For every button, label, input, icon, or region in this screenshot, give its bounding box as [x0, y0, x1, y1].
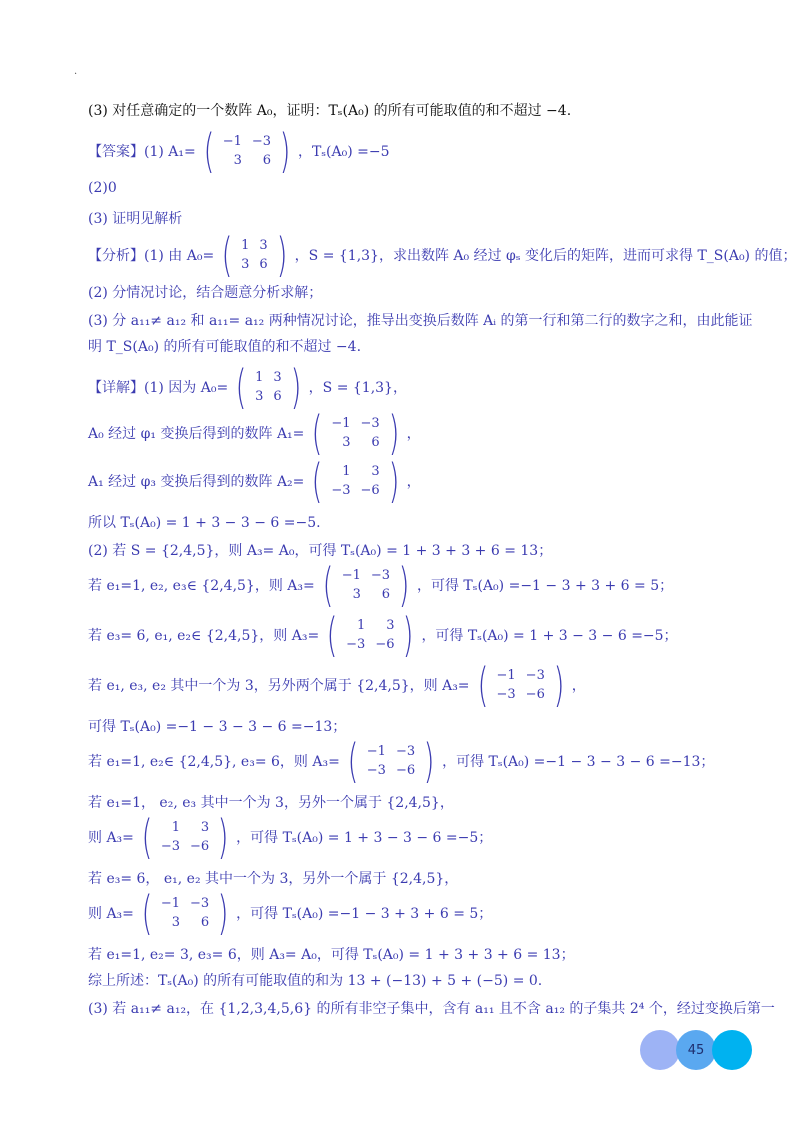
case6b-prefix: 则 A₃= [88, 906, 134, 922]
answer-suffix: ，Tₛ(A₀) =−5 [297, 144, 390, 160]
matrix-left-paren: ( [221, 228, 233, 282]
matrix-grid [250, 368, 287, 406]
case2-prefix: 若 e₃= 6, e₁, e₂∈ {2,4,5}，则 A₃= [88, 628, 320, 644]
matrix-right-paren: ) [290, 360, 302, 414]
a0-suffix: ， [406, 426, 421, 442]
case2-line [88, 608, 678, 662]
case1-line [88, 558, 674, 612]
matrix-right-paren: ) [553, 658, 565, 712]
matrix-right-paren: ) [217, 810, 229, 864]
matrix-left-paren: ( [347, 734, 359, 788]
matrix-cell: 6 [371, 435, 380, 450]
matrix-row [218, 151, 276, 170]
badge-circle-1 [640, 1030, 680, 1070]
analysis-suffix: ，S = {1,3}，求出数阵 A₀ 经过 φₛ 变化后的矩阵，进而可求得 T_S(A₀) 的值； [294, 248, 797, 264]
case6-line: 若 e₃= 6， e₁, e₂ 其中一个为 3，另外一个属于 {2,4,5}， [88, 871, 459, 887]
case5-line: 若 e₁=1， e₂, e₃ 其中一个为 3，另外一个属于 {2,4,5}， [88, 795, 454, 811]
matrix-right-paren: ) [388, 454, 400, 508]
matrix-row [326, 433, 384, 452]
matrix-cell: 6 [259, 257, 268, 272]
matrix-case6 [138, 886, 232, 940]
badge-circle-3 [712, 1030, 752, 1070]
matrix-cell: 1 [342, 464, 351, 479]
matrix-cell: −6 [375, 637, 395, 652]
case5b-line [88, 810, 493, 864]
matrix-cell: 3 [342, 435, 351, 450]
matrix-row [236, 236, 273, 255]
matrix-cell: −1 [331, 416, 351, 431]
summary-line: 综上所述：Tₛ(A₀) 的所有可能取值的和为 13 + (−13) + 5 + (−5) = 0. [88, 973, 543, 989]
matrix-cell: −3 [190, 896, 210, 911]
matrix-cell: 3 [386, 618, 395, 633]
matrix-cell: 3 [255, 389, 264, 404]
matrix-cell: −3 [160, 839, 181, 854]
matrix-cell: 1 [171, 820, 181, 835]
matrix-grid [492, 666, 550, 704]
matrix-row [236, 255, 273, 274]
matrix-a1 [308, 406, 402, 460]
matrix-cell: 6 [381, 587, 391, 602]
matrix-row [326, 481, 384, 500]
matrix-cell: 1 [241, 238, 250, 253]
case5b-prefix: 则 A₃= [88, 830, 134, 846]
case2-suffix: ，可得 Tₛ(A₀) = 1 + 3 − 3 − 6 =−5； [421, 628, 678, 644]
matrix-cell: −6 [525, 687, 545, 702]
matrix-row [337, 566, 395, 585]
matrix-cell: −3 [370, 568, 391, 583]
matrix-cell: −3 [496, 687, 516, 702]
analysis-line [88, 228, 797, 282]
matrix-grid [337, 566, 395, 604]
matrix-cell: −1 [222, 134, 242, 149]
case3-suffix: ， [571, 678, 586, 694]
matrix-cell: 3 [171, 915, 181, 930]
matrix-grid [236, 236, 273, 274]
matrix-row [492, 666, 550, 685]
matrix-right-paren: ) [423, 734, 435, 788]
answer-prefix: 【答案】(1) A₁= [88, 144, 196, 160]
case1-suffix: ，可得 Tₛ(A₀) =−1 − 3 + 3 + 6 = 5； [416, 578, 674, 594]
case4-suffix: ，可得 Tₛ(A₀) =−1 − 3 − 3 − 6 =−13； [442, 754, 715, 770]
part3-line: (3) 若 a₁₁≠ a₁₂，在 {1,2,3,4,5,6} 的所有非空子集中，含有 a₁₁ 且不含 a₁₂ 的子集共 2⁴ 个，经过变换后第一 [88, 1001, 775, 1017]
matrix-cell: 1 [357, 618, 366, 633]
matrix-grid [326, 462, 384, 500]
question-3: (3) 对任意确定的一个数阵 A₀，证明：Tₛ(A₀) 的所有可能取值的和不超过 −4. [88, 103, 572, 119]
a1-prefix: A₁ 经过 φ₃ 变换后得到的数阵 A₂= [88, 474, 305, 490]
detail-suffix: ，S = {1,3}， [308, 380, 407, 396]
matrix-right-paren: ) [217, 886, 229, 940]
matrix-left-paren: ( [141, 810, 153, 864]
analysis-2: (2) 分情况讨论，结合题意分析求解； [88, 285, 323, 301]
a1-suffix: ， [406, 474, 421, 490]
matrix-case4 [344, 734, 438, 788]
matrix-row [250, 387, 287, 406]
matrix-grid [156, 818, 214, 856]
matrix-cell: 1 [255, 370, 264, 385]
so-line: 所以 Tₛ(A₀) = 1 + 3 − 3 − 6 =−5. [88, 515, 321, 531]
matrix-cell: 3 [371, 464, 380, 479]
matrix-grid [156, 894, 214, 932]
matrix-case2 [323, 608, 417, 662]
case6b-line [88, 886, 493, 940]
matrix-cell: 3 [241, 257, 250, 272]
matrix-analysis [218, 228, 290, 282]
matrix-cell: 3 [233, 153, 242, 168]
matrix-cell: −1 [496, 668, 516, 683]
matrix-left-paren: ( [326, 608, 338, 662]
matrix-right-paren: ) [279, 124, 291, 178]
matrix-detail [232, 360, 304, 414]
top-mark: . [74, 66, 78, 77]
case5b-suffix: ，可得 Tₛ(A₀) = 1 + 3 − 3 − 6 =−5； [236, 830, 493, 846]
matrix-cell: −1 [160, 896, 181, 911]
matrix-cell: −3 [346, 637, 366, 652]
matrix-row [341, 616, 399, 635]
matrix-row [218, 132, 276, 151]
matrix-cell: −3 [525, 668, 545, 683]
matrix-case1 [319, 558, 413, 612]
matrix-grid [362, 742, 420, 780]
matrix-left-paren: ( [311, 406, 323, 460]
matrix-left-paren: ( [477, 658, 488, 712]
matrix-cell: −3 [360, 416, 380, 431]
matrix-right-paren: ) [388, 406, 400, 460]
matrix-row [341, 635, 399, 654]
detail-line [88, 360, 407, 414]
detail-prefix: 【详解】(1) 因为 A₀= [88, 380, 229, 396]
page-number: 45 [676, 1030, 716, 1070]
matrix-cell: 6 [200, 915, 210, 930]
matrix-cell: −3 [366, 763, 386, 778]
page-number-badge [640, 1030, 752, 1070]
matrix-cell: 3 [259, 238, 268, 253]
matrix-cell: 6 [273, 389, 282, 404]
case3-prefix: 若 e₁, e₃, e₂ 其中一个为 3，另外两个属于 {2,4,5}，则 A₃= [88, 678, 470, 694]
part2-line: (2) 若 S = {2,4,5}，则 A₃= A₀，可得 Tₛ(A₀) = 1 + 3 + 3 + 6 = 13； [88, 543, 553, 559]
matrix-row [156, 837, 214, 856]
matrix-row [326, 414, 384, 433]
a0-prefix: A₀ 经过 φ₁ 变换后得到的数阵 A₁= [88, 426, 305, 442]
case1-prefix: 若 e₁=1, e₂, e₃∈ {2,4,5}，则 A₃= [88, 578, 315, 594]
matrix-cell: −6 [190, 839, 210, 854]
matrix-cell: −6 [360, 483, 380, 498]
matrix-cell: −3 [251, 134, 272, 149]
case4-prefix: 若 e₁=1, e₂∈ {2,4,5}, e₃= 6，则 A₃= [88, 754, 340, 770]
analysis-3a: (3) 分 a₁₁≠ a₁₂ 和 a₁₁= a₁₂ 两种情况讨论，推导出变换后数阵 Aᵢ 的第一行和第二行的数字之和，由此能证 [88, 313, 753, 329]
analysis-prefix: 【分析】(1) 由 A₀= [88, 248, 215, 264]
matrix-row [156, 894, 214, 913]
matrix-left-paren: ( [141, 886, 153, 940]
case3-line [88, 658, 586, 712]
matrix-left-paren: ( [203, 124, 215, 178]
matrix-cell: −1 [341, 568, 361, 583]
matrix-cell: 3 [273, 370, 282, 385]
matrix-left-paren: ( [322, 558, 334, 612]
matrix-grid [218, 132, 276, 170]
matrix-grid [341, 616, 399, 654]
matrix-row [156, 913, 214, 932]
case4-line [88, 734, 715, 788]
matrix-left-paren: ( [311, 454, 323, 508]
matrix-row [337, 585, 395, 604]
matrix-row [250, 368, 287, 387]
a0-transform-line [88, 406, 421, 460]
matrix-cell: 6 [262, 153, 272, 168]
matrix-cell: −6 [395, 763, 416, 778]
analysis-3b: 明 T_S(A₀) 的所有可能取值的和不超过 −4. [88, 339, 362, 355]
matrix-cell: −3 [395, 744, 416, 759]
matrix-case5 [138, 810, 232, 864]
matrix-row [492, 685, 550, 704]
matrix-right-paren: ) [403, 608, 414, 662]
case6b-suffix: ，可得 Tₛ(A₀) =−1 − 3 + 3 + 6 = 5； [236, 906, 493, 922]
matrix-case3 [474, 658, 568, 712]
matrix-left-paren: ( [235, 360, 247, 414]
case3b-line: 可得 Tₛ(A₀) =−1 − 3 − 3 − 6 =−13； [88, 719, 347, 735]
answer-2: (2)0 [88, 180, 117, 196]
matrix-grid [326, 414, 384, 452]
matrix-a2 [308, 454, 402, 508]
matrix-row [362, 742, 420, 761]
matrix-row [326, 462, 384, 481]
matrix-answer [200, 124, 294, 178]
answer-line [88, 124, 390, 178]
matrix-row [362, 761, 420, 780]
matrix-right-paren: ) [398, 558, 410, 612]
matrix-cell: −3 [331, 483, 351, 498]
answer-3: (3) 证明见解析 [88, 211, 183, 227]
matrix-row [156, 818, 214, 837]
matrix-right-paren: ) [276, 228, 288, 282]
matrix-cell: 3 [352, 587, 361, 602]
a1-transform-line [88, 454, 421, 508]
case7-line: 若 e₁=1, e₂= 3, e₃= 6，则 A₃= A₀，可得 Tₛ(A₀) = 1 + 3 + 3 + 6 = 13； [88, 947, 575, 963]
matrix-cell: 3 [200, 820, 210, 835]
matrix-cell: −1 [366, 744, 386, 759]
